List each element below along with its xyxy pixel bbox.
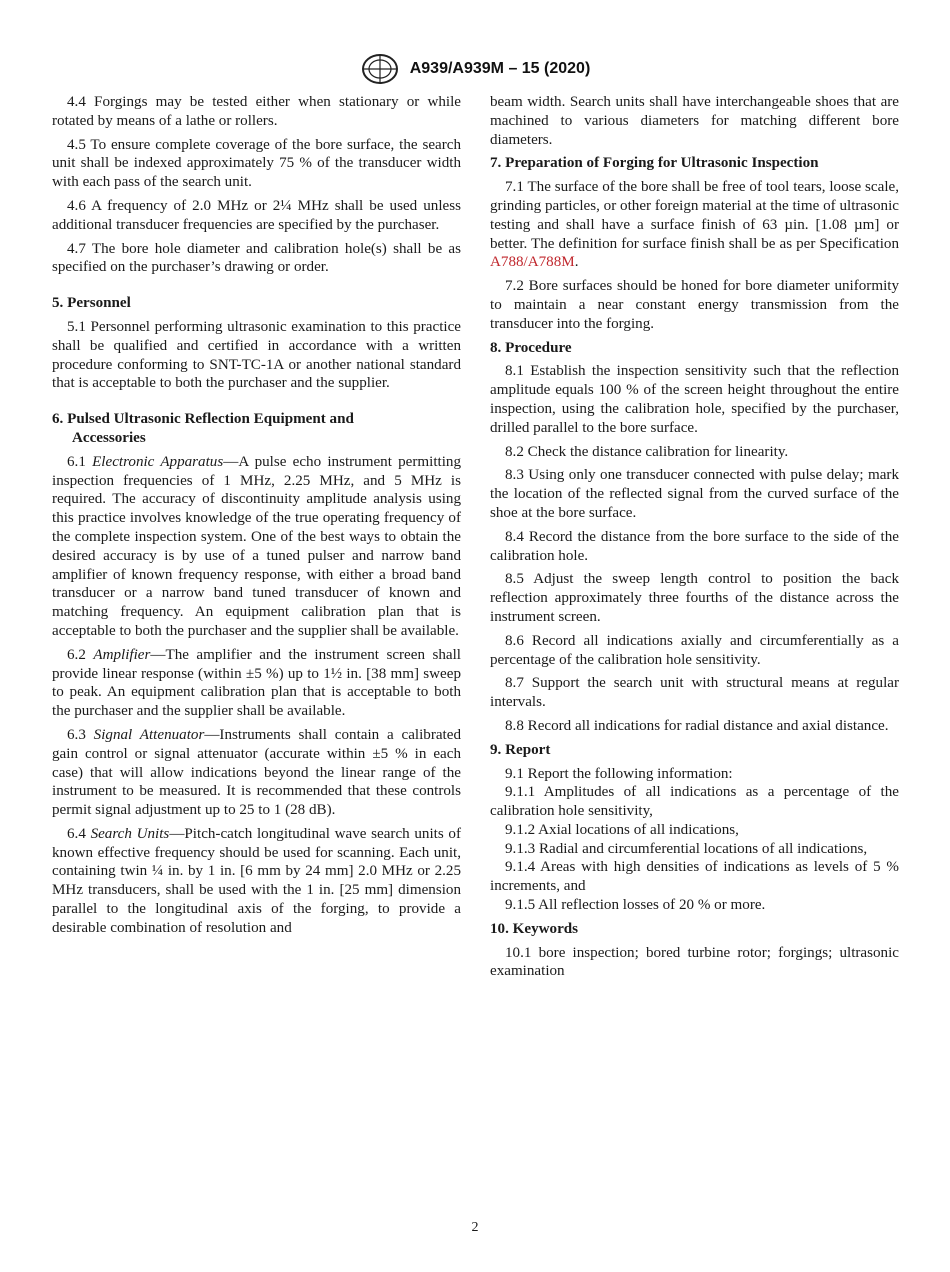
paragraph-6-4 [52,825,461,938]
paragraph-8-2: 8.2 Check the distance calibration for linearity. [505,443,789,460]
report-items-list [490,765,899,915]
term-amplifier: Amplifier [93,646,151,663]
paragraph-6-4-text: —Pitch-catch longitudinal wave search units of known effective frequency should be used for scanning. Each unit, containing twin ¼ in. by 1 in. [6 mm by 24 mm] 2.0 MHz or 2.25 MHz transducers, shall be used with the 1 in. [25 mm] dimension parallel to the longitudinal axis of the forging, to provide a desirable combination of resolution and [52,825,461,936]
paragraph-8-1: 8.1 Establish the inspection sensitivity such that the reflection amplitude equals 100 % of the screen height throughout the entire inspection, using the calibration hole, specified by the purchaser, drilled parallel to the bore surface. [490,363,899,436]
paragraph-4-7: 4.7 The bore hole diameter and calibration hole(s) shall be as specified on the purchaser’s drawing or order. [52,240,461,276]
paragraph-6-1-text: —A pulse echo instrument permitting inspection frequencies of 1 MHz, 2.25 MHz, and 5 MHz is required. The accuracy of discontinuity amplitude analysis using this practice involves knowledge of the true operating frequency of the complete inspection system. One of the best ways to obtain the desired accuracy is by use of a tuned pulser and narrow band amplifier of known frequency response, with either a broad band transducer or a narrow band tuned transducer of known and matching frequency. An equipment calibration plan that is acceptable to both the purchaser and the supplier shall be available. [52,453,461,639]
term-signal-attenuator: Signal Attenuator [93,726,205,743]
paragraph-4-6: 4.6 A frequency of 2.0 MHz or 2¼ MHz shall be used unless additional transducer frequencies are specified by the purchaser. [52,197,461,233]
paragraph-8-6: 8.6 Record all indications axially and circumferentially as a percentage of the calibration hole sensitivity. [490,632,899,668]
section-7-heading: 7. Preparation of Forging for Ultrasonic Inspection [490,155,819,172]
section-6-heading-line1: 6. Pulsed Ultrasonic Reflection Equipment and [52,411,354,428]
paragraph-9-1-1: 9.1.1 Amplitudes of all indications as a percentage of the calibration hole sensitivity, [490,784,899,820]
section-8-heading: 8. Procedure [490,339,572,356]
paragraph-6-3-number: 6.3 [67,726,86,743]
paragraph-4-4: 4.4 Forgings may be tested either when stationary or while rotated by means of a lathe or rollers. [52,94,461,129]
paragraph-7-1-text: 7.1 The surface of the bore shall be free of tool tears, loose scale, grinding particles, or other foreign material at the time of ultrasonic testing and shall have a surface finish of 63 µin. [1.08 µm] or better. The definition for surface finish shall be as per Specification [490,179,899,252]
paragraph-6-3 [52,726,461,820]
paragraph-9-1-5: 9.1.5 All reflection losses of 20 % or more. [505,897,766,914]
paragraph-6-1 [52,453,461,641]
paragraph-9-1-3: 9.1.3 Radial and circumferential locations of all indications, [505,840,868,857]
paragraph-8-5: 8.5 Adjust the sweep length control to position the back reflection approximately three fourths of the distance across the instrument screen. [490,571,899,625]
paragraph-8-7: 8.7 Support the search unit with structural means at regular intervals. [490,675,899,711]
paragraph-7-1-end: . [574,254,579,271]
paragraph-6-2-number: 6.2 [67,646,86,663]
paragraph-10-1: 10.1 bore inspection; bored turbine rotor; forgings; ultrasonic examination [490,944,899,980]
paragraph-5-1: 5.1 Personnel performing ultrasonic examination to this practice shall be qualified and certified in accordance with a written procedure conforming to SNT-TC-1A or another national standard that is acceptable to both the purchaser and the supplier. [52,318,461,392]
section-6-heading [52,410,461,448]
paragraph-8-3: 8.3 Using only one transducer connected with pulse delay; mark the location of the reflected signal from the curved surface of the shoe at the bore surface. [490,467,899,521]
paragraph-9-1: 9.1 Report the following information: [505,765,733,782]
right-column [490,93,899,986]
paragraph-6-2-text: —The amplifier and the instrument screen shall provide linear response (within ±5 %) up to 1½ in. [38 mm] sweep to peak. An equipment calibration plan that is acceptable to both the purchaser and the supplier shall be available. [52,646,461,720]
paragraph-6-2 [52,646,461,721]
section-10-heading: 10. Keywords [490,920,579,937]
left-column [52,93,461,943]
paragraph-7-1 [490,178,899,272]
section-5-heading: 5. Personnel [52,295,131,312]
astm-logo-icon [360,53,400,85]
paragraph-9-1-4: 9.1.4 Areas with high densities of indications as levels of 5 % increments, and [490,859,899,895]
paragraph-4-5: 4.5 To ensure complete coverage of the bore surface, the search unit shall be indexed approximately 75 % of the transducer width with each pass of the search unit. [52,136,461,191]
paragraph-6-4-continued: beam width. Search units shall have interchangeable shoes that are machined to various diameters for matching different bore diameters. [490,94,899,148]
term-electronic-apparatus: Electronic Apparatus [92,453,224,470]
paragraph-6-1-number: 6.1 [67,453,86,470]
page-header [0,53,950,85]
term-search-units: Search Units [90,825,170,842]
spec-a788-link[interactable]: A788/A788M [490,254,575,271]
section-6-heading-line2: Accessories [72,429,146,446]
paragraph-7-2: 7.2 Bore surfaces should be honed for bore diameter uniformity to maintain a near constant energy transmission from the transducer into the forging. [490,278,899,332]
paragraph-8-4: 8.4 Record the distance from the bore surface to the side of the calibration hole. [490,528,899,564]
paragraph-6-3-text: —Instruments shall contain a calibrated gain control or signal attenuator (accurate within ±5 % in each case) that will allow indications beyond the linear range of the instrument to be measured. It is recommended that these controls permit signal adjustment up to 25 to 1 (28 dB). [52,726,461,819]
page-number: 2 [471,1220,479,1235]
document-designation: A939/A939M – 15 (2020) [409,60,591,77]
section-9-heading: 9. Report [490,741,551,758]
paragraph-9-1-2: 9.1.2 Axial locations of all indications, [505,821,739,838]
paragraph-8-8: 8.8 Record all indications for radial distance and axial distance. [505,717,889,734]
paragraph-6-4-number: 6.4 [67,825,86,842]
